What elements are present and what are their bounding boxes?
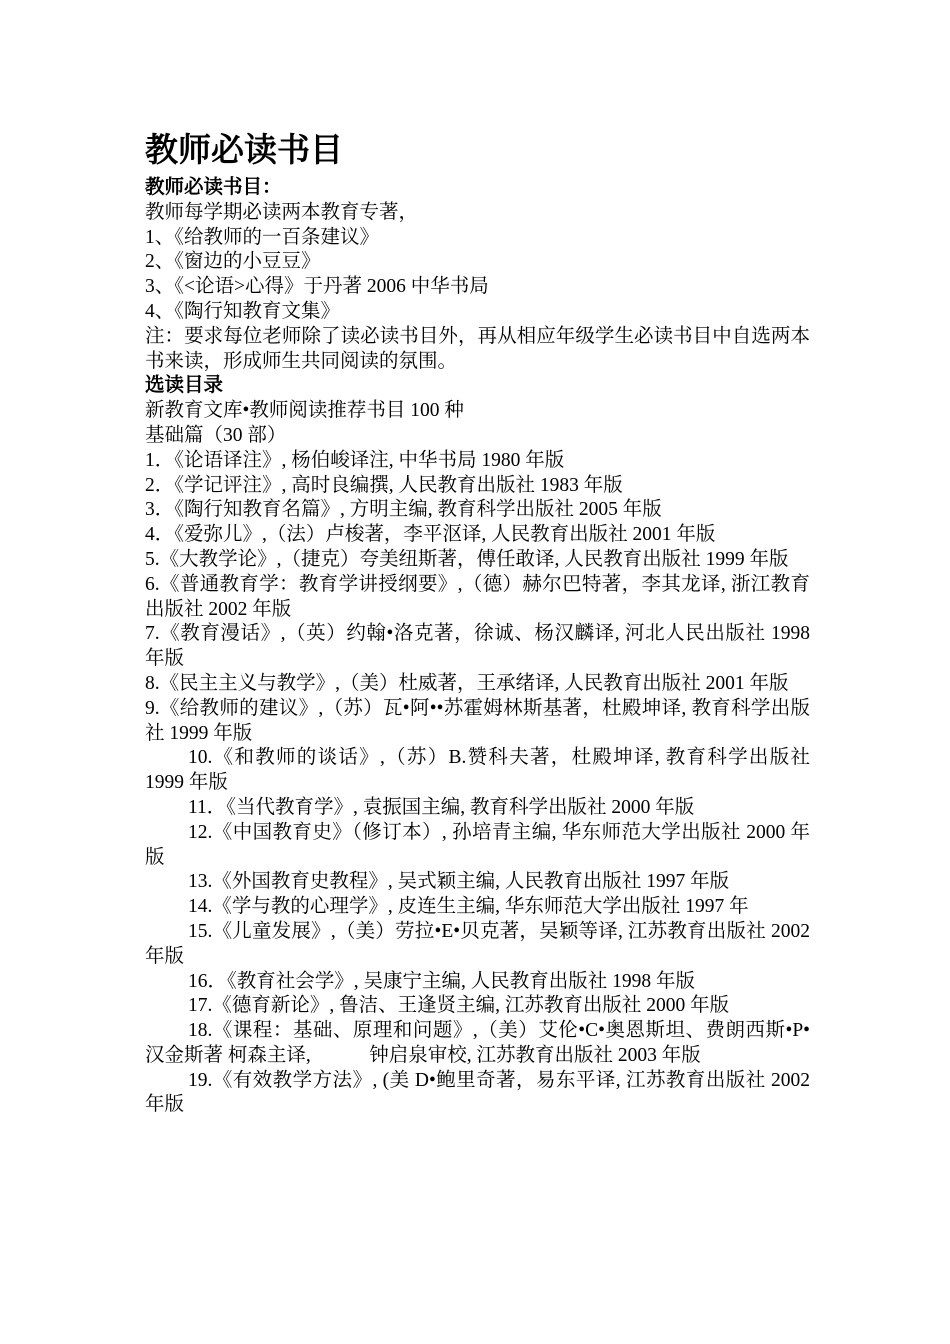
series-title: 新教育文库•教师阅读推荐书目 100 种 xyxy=(145,400,464,422)
book-entry: 6.《普通教育学：教育学讲授纲要》,（德）赫尔巴特著，李其龙译, 浙江教育出版社 2002 年版 xyxy=(145,573,810,620)
page-title: 教师必读书目 xyxy=(145,131,343,168)
book-entry: 7.《教育漫话》,（英）约翰•洛克著，徐诚、杨汉麟译, 河北人民出版社 1998 年版 xyxy=(145,623,810,670)
book-entry: 10.《和教师的谈话》,（苏）B.赞科夫著，杜殿坤译, 教育科学出版社 1999 年版 xyxy=(145,747,810,794)
book-entry: 16．《教育社会学》, 吴康宁主编, 人民教育出版社 1998 年版 xyxy=(188,970,696,992)
required-book: 2、《窗边的小豆豆》 xyxy=(145,251,321,273)
document-page xyxy=(145,128,810,1118)
book-entry: 13.《外国教育史教程》, 吴式颖主编, 人民教育出版社 1997 年版 xyxy=(188,871,730,893)
book-entry: 8.《民主主义与教学》,（美）杜威著，王承绪译, 人民教育出版社 2001 年版 xyxy=(145,672,789,694)
optional-heading: 选读目录 xyxy=(145,375,224,397)
required-book: 4、《陶行知教育文集》 xyxy=(145,300,341,322)
book-entry: 12.《中国教育史》（修订本）, 孙培青主编, 华东师范大学出版社 2000 年版 xyxy=(145,821,810,868)
required-book: 1、《给教师的一百条建议》 xyxy=(145,226,380,248)
book-entry: 9.《给教师的建议》,（苏）瓦•阿••苏霍姆林斯基著，杜殿坤译, 教育科学出版社 1999 年版 xyxy=(145,697,810,744)
book-entry: 5.《大教学论》,（捷克）夸美纽斯著，傅任敢译, 人民教育出版社 1999 年版 xyxy=(145,548,789,570)
book-entry: 18.《课程：基础、原理和问题》,（美）艾伦•C•奥恩斯坦、费朗西斯•P•汉金斯著 柯森主译, 钟启泉审校, 江苏教育出版社 2003 年版 xyxy=(145,1020,810,1066)
book-entry: 19.《有效教学方法》, (美 D•鲍里奇著，易东平译, 江苏教育出版社 2002 年版 xyxy=(145,1069,810,1116)
required-book: 3、《<论语>心得》于丹著 2006 中华书局 xyxy=(145,276,489,298)
required-intro: 教师每学期必读两本教育专著， xyxy=(145,201,419,223)
required-heading: 教师必读书目： xyxy=(145,177,282,198)
book-entry: 11．《当代教育学》, 袁振国主编, 教育科学出版社 2000 年版 xyxy=(188,796,695,818)
book-entry: 17.《德育新论》, 鲁洁、王逢贤主编, 江苏教育出版社 2000 年版 xyxy=(188,995,730,1017)
book-entry: 15.《儿童发展》,（美）劳拉•E•贝克著，吴颖等译, 江苏教育出版社 2002 年版 xyxy=(145,920,810,967)
book-entry: 2．《学记评注》, 高时良编撰, 人民教育出版社 1983 年版 xyxy=(145,474,623,496)
book-entry: 14.《学与教的心理学》, 皮连生主编, 华东师范大学出版社 1997 年 xyxy=(188,896,749,918)
book-entry: 4．《爱弥儿》,（法）卢梭著，李平沤译, 人民教育出版社 2001 年版 xyxy=(145,524,716,546)
basic-section-title: 基础篇（30 部） xyxy=(145,424,287,446)
book-entry: 3．《陶行知教育名篇》, 方明主编, 教育科学出版社 2005 年版 xyxy=(145,499,662,521)
note-paragraph: 注：要求每位老师除了读必读书目外，再从相应年级学生必读书目中自选两本书来读，形成师生共同阅读的氛围。 xyxy=(145,325,810,372)
book-entry: 1．《论语译注》, 杨伯峻译注, 中华书局 1980 年版 xyxy=(145,449,565,471)
